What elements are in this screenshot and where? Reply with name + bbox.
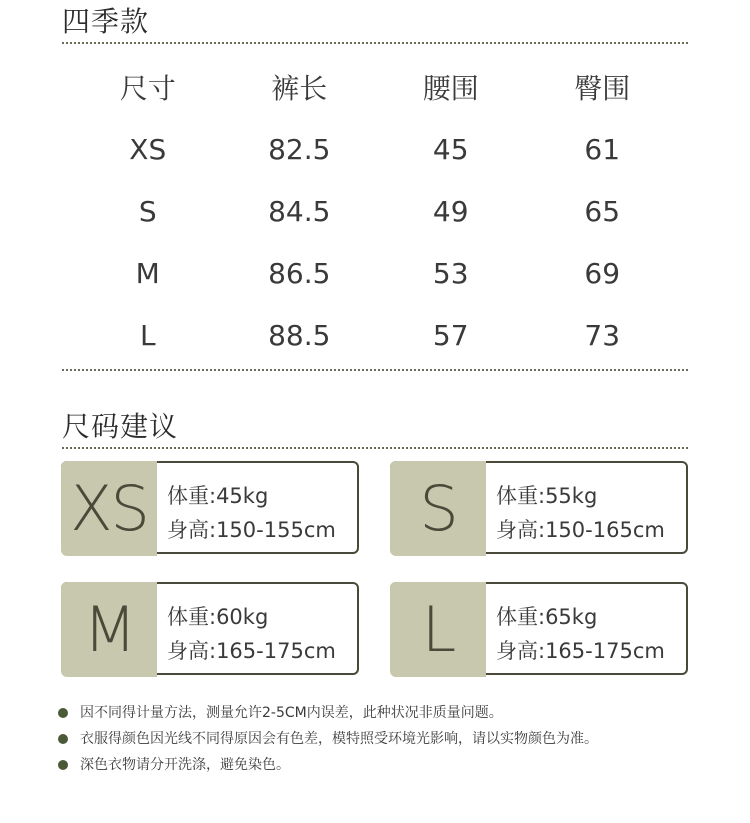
size-info	[496, 479, 665, 547]
cell-length: 88.5	[268, 318, 331, 352]
advice-divider	[62, 447, 688, 449]
size-info	[167, 600, 336, 668]
cell-waist: 49	[432, 194, 469, 228]
cell-size: S	[138, 194, 157, 228]
cell-length: 86.5	[268, 256, 331, 290]
cell-length: 82.5	[268, 132, 331, 166]
cell-length: 84.5	[268, 194, 331, 228]
height-text: 身高:150-165cm	[496, 518, 665, 542]
size-info	[496, 600, 665, 668]
size-card-xs	[61, 461, 359, 554]
cell-hip: 73	[584, 318, 621, 352]
list-item	[58, 700, 598, 726]
size-info	[167, 479, 336, 547]
cell-waist: 57	[432, 318, 469, 352]
cell-size: M	[135, 256, 160, 290]
size-card-l	[390, 582, 688, 675]
cell-hip: 69	[584, 256, 621, 290]
list-item	[58, 726, 598, 752]
cell-hip: 61	[584, 132, 621, 166]
weight-text: 体重:45kg	[167, 484, 269, 508]
weight-text: 体重:55kg	[496, 484, 598, 508]
season-title: 四季款	[62, 5, 150, 38]
header-size: 尺寸	[119, 72, 176, 105]
weight-text: 体重:65kg	[496, 605, 598, 629]
table-header-row	[72, 56, 678, 118]
size-letter: L	[390, 582, 486, 677]
table-row	[72, 242, 678, 304]
notes-list	[58, 700, 598, 778]
height-text: 身高:150-155cm	[167, 518, 336, 542]
bullet-dot-icon	[58, 760, 68, 770]
table-row	[72, 180, 678, 242]
note-text: 因不同得计量方法，测量允许2-5CM内误差，此种状况非质量问题。	[80, 705, 503, 721]
cell-waist: 53	[432, 256, 469, 290]
size-chart-table	[72, 56, 678, 366]
size-letter: XS	[61, 461, 157, 556]
cell-hip: 65	[584, 194, 621, 228]
note-text: 衣服得颜色因光线不同得原因会有色差，模特照受环境光影响，请以实物颜色为准。	[80, 731, 598, 747]
weight-text: 体重:60kg	[167, 605, 269, 629]
title-divider	[62, 42, 688, 44]
height-text: 身高:165-175cm	[167, 639, 336, 663]
table-row	[72, 304, 678, 366]
bullet-dot-icon	[58, 708, 68, 718]
table-row	[72, 118, 678, 180]
header-length: 裤长	[271, 72, 328, 105]
table-divider	[62, 369, 688, 371]
size-letter: M	[61, 582, 157, 677]
bullet-dot-icon	[58, 734, 68, 744]
size-card-m	[61, 582, 359, 675]
header-waist: 腰围	[422, 72, 479, 105]
cell-size: XS	[129, 132, 167, 166]
list-item	[58, 752, 598, 778]
advice-title: 尺码建议	[62, 410, 179, 443]
header-hip: 臀围	[574, 72, 631, 105]
size-letter: S	[390, 461, 486, 556]
cell-size: L	[139, 318, 156, 352]
note-text: 深色衣物请分开洗涤，避免染色。	[80, 757, 290, 773]
cell-waist: 45	[432, 132, 469, 166]
size-card-s	[390, 461, 688, 554]
height-text: 身高:165-175cm	[496, 639, 665, 663]
